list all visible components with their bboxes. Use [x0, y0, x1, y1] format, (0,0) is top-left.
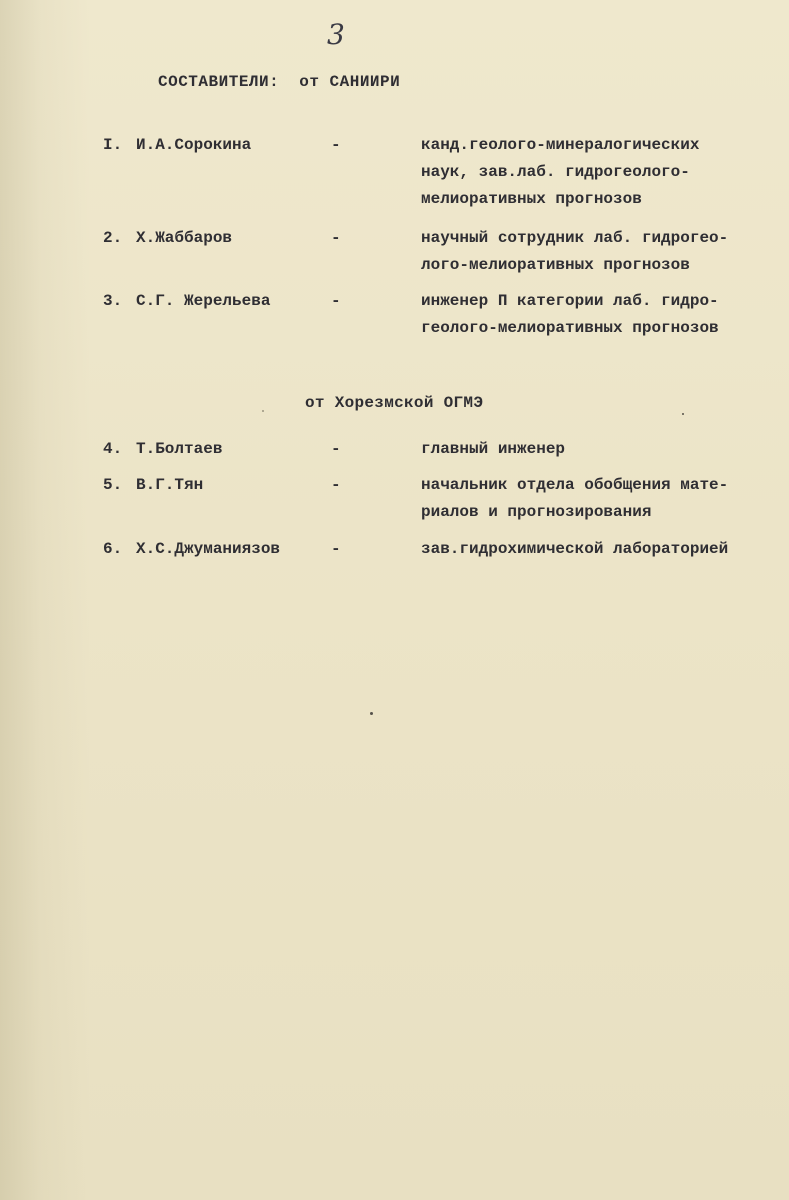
person-name: С.Г. Жерельева: [136, 292, 271, 310]
person-name: Т.Болтаев: [136, 440, 223, 458]
dash-separator: -: [331, 136, 341, 154]
item-number: 4.: [103, 440, 123, 458]
scan-speck: [682, 413, 684, 415]
position-line: мелиоративных прогнозов: [421, 190, 642, 208]
section-title-ogme: от Хорезмской ОГМЭ: [305, 394, 484, 412]
person-position: [421, 225, 789, 279]
position-line: риалов и прогнозирования: [421, 503, 652, 521]
compilers-org: от САНИИРИ: [299, 73, 401, 91]
person-position: [421, 132, 789, 213]
position-line: инженер П категории лаб. гидро-: [421, 292, 719, 310]
position-line: начальник отдела обобщения мате-: [421, 476, 729, 494]
dash-separator: -: [331, 440, 341, 458]
item-number: I.: [103, 136, 123, 154]
position-line: геолого-мелиоративных прогнозов: [421, 319, 719, 337]
item-number: 6.: [103, 540, 123, 558]
item-number: 2.: [103, 229, 123, 247]
item-number: 3.: [103, 292, 123, 310]
person-position: [421, 436, 789, 463]
position-line: наук, зав.лаб. гидрогеолого-: [421, 163, 690, 181]
dash-separator: -: [331, 476, 341, 494]
person-position: [421, 536, 789, 563]
person-name: В.Г.Тян: [136, 476, 204, 494]
person-position: [421, 472, 789, 526]
position-line: научный сотрудник лаб. гидрогео-: [421, 229, 729, 247]
dash-separator: -: [331, 292, 341, 310]
item-number: 5.: [103, 476, 123, 494]
position-line: зав.гидрохимической лабораторией: [421, 540, 729, 558]
compilers-label: СОСТАВИТЕЛИ:: [158, 73, 280, 91]
position-line: канд.геолого-минералогических: [421, 136, 700, 154]
position-line: главный инженер: [421, 440, 566, 458]
scan-speck: [262, 410, 264, 412]
scan-speck: [370, 712, 373, 715]
person-name: Х.Жаббаров: [136, 229, 233, 247]
person-name: И.А.Сорокина: [136, 136, 252, 154]
page-number: 3: [327, 18, 345, 51]
position-line: лого-мелиоративных прогнозов: [421, 256, 690, 274]
dash-separator: -: [331, 540, 341, 558]
person-position: [421, 288, 789, 342]
person-name: Х.С.Джуманиязов: [136, 540, 281, 558]
dash-separator: -: [331, 229, 341, 247]
compilers-header: [158, 73, 400, 91]
